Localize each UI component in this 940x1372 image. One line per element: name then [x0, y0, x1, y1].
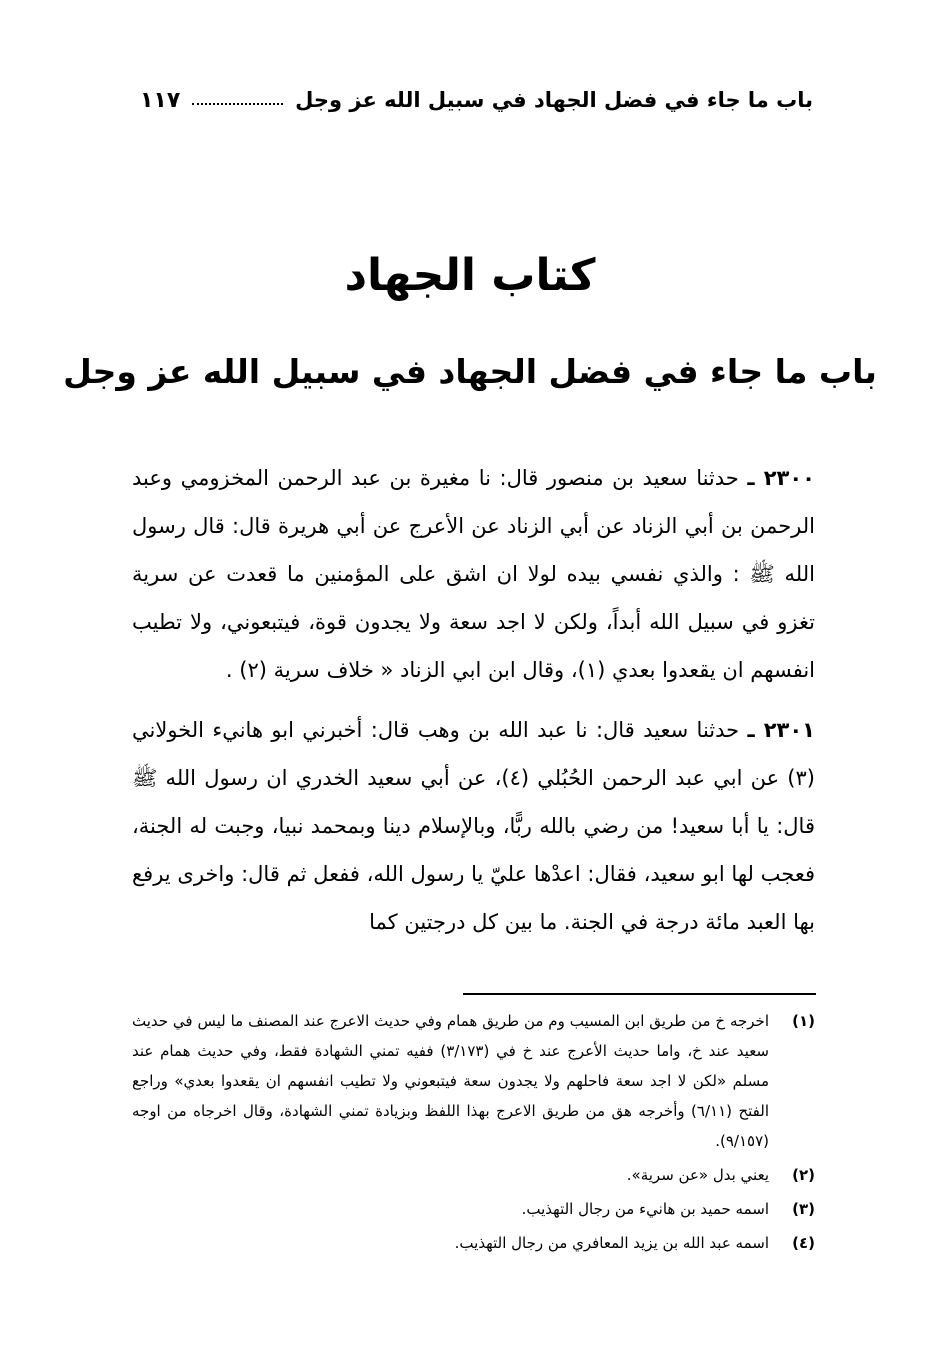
- hadith-number: ٢٣٠١ ـ: [747, 718, 815, 742]
- dotted-leader: [192, 103, 283, 105]
- footnote-divider: [463, 993, 816, 995]
- footnote-number: (٢): [792, 1166, 815, 1184]
- footnote-number: (٤): [792, 1234, 815, 1252]
- footnote: [132, 1228, 815, 1258]
- footnote-text: اسمه عبد الله بن يزيد المعافري من رجال التهذيب.: [454, 1234, 769, 1252]
- footnotes: [132, 1006, 815, 1262]
- footnote-number: (١): [792, 1012, 815, 1030]
- running-title: باب ما جاء في فضل الجهاد في سبيل الله عز وجل: [295, 88, 813, 112]
- hadith-paragraph: [132, 706, 815, 946]
- footnote-text: يعني بدل «عن سرية».: [626, 1166, 769, 1184]
- running-header: [140, 80, 813, 120]
- footnote-number: (٣): [792, 1200, 815, 1218]
- hadith-text: حدثنا سعيد بن منصور قال: نا مغيرة بن عبد الرحمن المخزومي وعبد الرحمن بن أبي الزناد عن أبي الزناد عن الأعرج عن أبي هريرة قال: قال رسول الله ﷺ : والذي نفسي بيده لولا ان اشق على المؤمنين ما قعدت عن سرية تغزو في سبيل الله أبداً، ولكن لا اجد سعة ولا يجدون قوة، فيتبعوني، ولا تطيب انفسهم ان يقعدوا بعدي (١)، وقال ابن ابي الزناد « خلاف سرية (٢) .: [132, 466, 815, 682]
- page-number: ١١٧: [140, 87, 181, 113]
- main-text: [132, 454, 815, 958]
- footnote: [132, 1194, 815, 1224]
- hadith-number: ٢٣٠٠ ـ: [747, 466, 815, 490]
- book-title: كتاب الجهاد: [344, 250, 596, 301]
- hadith-paragraph: [132, 454, 815, 694]
- footnote-text: اخرجه خ من طريق ابن المسيب وم من طريق همام وفي حديث الاعرج عند المصنف ما ليس في حديث سعيد عند خ، واما حديث الأعرج عند خ في (٣/١٧٣) ففيه تمني الشهادة فقط، وفي حديث همام عند مسلم «لكن لا اجد سعة فاحلهم ولا يجدون سعة فيتبعوني ولا تطيب انفسهم ان يقعدوا بعدي» وراجع الفتح (٦/١١) وأخرجه هق من طريق الاعرج بهذا اللفظ وبزيادة تمني الشهادة، وقال اخرجاه من اوجه (٩/١٥٧).: [132, 1012, 770, 1150]
- chapter-title: باب ما جاء في فضل الجهاد في سبيل الله عز وجل: [63, 352, 877, 391]
- footnote: [132, 1006, 815, 1156]
- footnote-text: اسمه حميد بن هانيء من رجال التهذيب.: [521, 1200, 769, 1218]
- footnote: [132, 1160, 815, 1190]
- hadith-text: حدثنا سعيد قال: نا عبد الله بن وهب قال: أخبرني ابو هانيء الخولاني (٣) عن ابي عبد الرحمن الحُبُلي (٤)، عن أبي سعيد الخدري ان رسول الله ﷺ قال: يا أبا سعيد! من رضي بالله ربًّا، وبالإسلام دينا وبمحمد نبيا، وجبت له الجنة، فعجب لها ابو سعيد، فقال: اعدْها عليّ يا رسول الله، ففعل ثم قال: واخرى يرفع بها العبد مائة درجة في الجنة. ما بين كل درجتين كما: [132, 718, 815, 934]
